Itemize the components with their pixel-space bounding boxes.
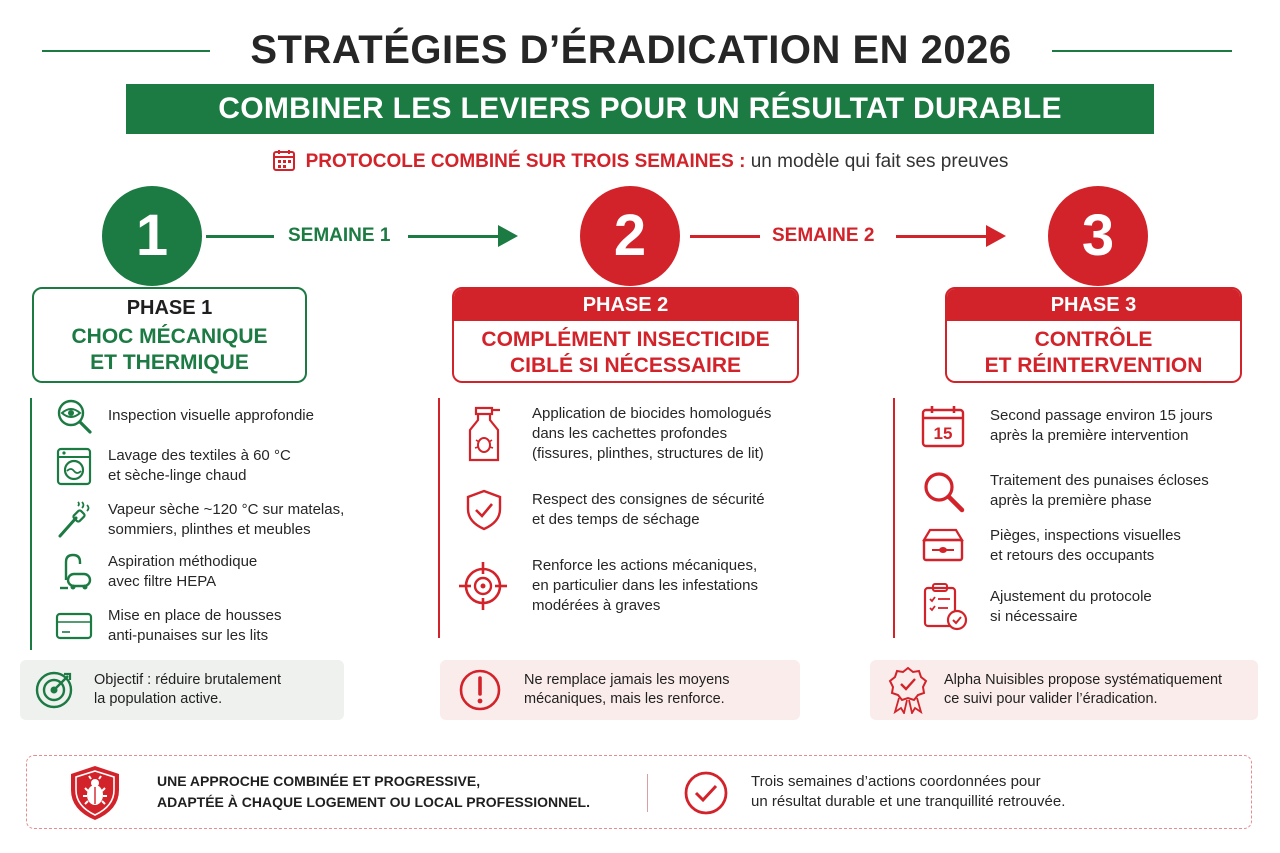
phase-2-item	[462, 488, 765, 532]
phase-2-rule	[438, 398, 440, 638]
phase-1-title-line1: CHOC MÉCANIQUE	[71, 325, 268, 348]
phase-1-item	[54, 606, 281, 646]
item-text: après la première intervention	[990, 427, 1189, 444]
item-text: Vapeur sèche ~120 °C sur matelas,	[108, 501, 345, 518]
week-2-label: SEMAINE 2	[772, 225, 875, 246]
footer-divider	[647, 774, 648, 812]
phase-2-item	[458, 556, 758, 616]
phase-3-item	[922, 582, 1152, 632]
item-text: Lavage des textiles à 60 °C	[108, 447, 291, 464]
calendar-15-icon	[920, 404, 966, 448]
page-title: STRATÉGIES D’ÉRADICATION EN 2026	[250, 28, 1012, 72]
footer-left-text: ADAPTÉE À CHAQUE LOGEMENT OU LOCAL PROFESSIONNEL.	[157, 794, 590, 810]
item-text: Ajustement du protocole	[990, 588, 1152, 605]
phase-1-item	[54, 446, 291, 486]
calendar-icon	[272, 148, 296, 172]
connector-2b	[896, 235, 988, 238]
crosshair-icon	[458, 561, 508, 611]
shield-check-icon	[462, 488, 506, 532]
footer-left-text: UNE APPROCHE COMBINÉE ET PROGRESSIVE,	[157, 773, 481, 789]
title-divider-left	[42, 50, 210, 52]
title-row	[0, 28, 1280, 80]
item-text: et des temps de séchage	[532, 511, 700, 528]
phase-1-item	[54, 552, 257, 592]
protocol-strong: PROTOCOLE COMBINÉ SUR TROIS SEMAINES :	[305, 151, 746, 172]
item-text: Second passage environ 15 jours	[990, 407, 1213, 424]
item-text: dans les cachettes profondes	[532, 425, 728, 442]
item-text: Traitement des punaises écloses	[990, 472, 1209, 489]
item-text: et sèche-linge chaud	[108, 467, 247, 484]
title-divider-right	[1052, 50, 1232, 52]
note-text: ce suivi pour valider l’éradication.	[944, 691, 1158, 707]
phase-1-box	[32, 287, 307, 383]
item-text: (fissures, plinthes, structures de lit)	[532, 445, 764, 462]
note-text: Objectif : réduire brutalement	[94, 672, 281, 688]
connector-1b	[408, 235, 500, 238]
phase-3-item	[920, 404, 1213, 448]
note-text: Alpha Nuisibles propose systématiquement	[944, 672, 1223, 688]
item-text: Pièges, inspections visuelles	[990, 527, 1181, 544]
phase-2-box	[452, 287, 799, 383]
phase-1-rule	[30, 398, 32, 650]
item-text: modérées à graves	[532, 597, 661, 614]
phase-3-title-line2: ET RÉINTERVENTION	[984, 354, 1203, 377]
phase-2-item	[462, 404, 771, 464]
phase-1-label: PHASE 1	[126, 297, 213, 319]
item-text: sommiers, plinthes et meubles	[108, 521, 311, 538]
bug-shield-icon	[67, 764, 123, 822]
checklist-icon	[922, 582, 970, 632]
footer-right-text: un résultat durable et une tranquillité retrouvée.	[751, 793, 1066, 810]
item-text: en particulier dans les infestations	[532, 577, 758, 594]
spray-bottle-icon	[462, 404, 506, 464]
note-text: Ne remplace jamais les moyens	[524, 672, 730, 688]
item-text: Respect des consignes de sécurité	[532, 491, 765, 508]
item-text: et retours des occupants	[990, 547, 1155, 564]
step-2-circle: 2	[580, 186, 680, 286]
phase-2-title-line1: COMPLÉMENT INSECTICIDE	[481, 328, 770, 351]
item-text: après la première phase	[990, 492, 1152, 509]
item-text: Application de biocides homologués	[532, 405, 772, 422]
washing-machine-icon	[54, 446, 94, 486]
phase-3-rule	[893, 398, 895, 638]
vacuum-cleaner-icon	[54, 552, 94, 592]
phase-3-box	[945, 287, 1242, 383]
phase-1-item	[54, 500, 344, 540]
phase-2-label: PHASE 2	[454, 289, 797, 321]
arrow-right-icon	[986, 225, 1006, 247]
item-text: Aspiration méthodique	[108, 553, 258, 570]
footer-panel	[26, 755, 1252, 829]
phase-3-label: PHASE 3	[947, 289, 1240, 321]
step-3-circle: 3	[1048, 186, 1148, 286]
protocol-line	[0, 148, 1280, 173]
note-text: la population active.	[94, 691, 223, 707]
phase-1-title-line2: ET THERMIQUE	[90, 351, 249, 374]
phase-1-note	[20, 660, 344, 720]
phase-1-item	[54, 396, 314, 436]
connector-1a	[206, 235, 274, 238]
footer-right-text: Trois semaines d’actions coordonnées pour	[751, 773, 1041, 790]
item-text: Renforce les actions mécaniques,	[532, 557, 758, 574]
phase-3-item	[920, 468, 1209, 514]
protocol-rest: un modèle qui fait ses preuves	[745, 151, 1009, 172]
note-text: mécaniques, mais les renforce.	[524, 691, 725, 707]
magnifier-icon	[920, 468, 966, 514]
item-text: anti-punaises sur les lits	[108, 627, 269, 644]
eye-magnifier-icon	[54, 396, 94, 436]
award-icon	[888, 666, 928, 714]
steam-cleaner-icon	[54, 500, 94, 540]
exclamation-icon	[458, 668, 502, 712]
mattress-cover-icon	[54, 606, 94, 646]
phase-3-title-line1: CONTRÔLE	[1034, 328, 1153, 351]
connector-2a	[690, 235, 760, 238]
phase-3-note	[870, 660, 1258, 720]
item-text: Inspection visuelle approfondie	[108, 407, 314, 424]
phase-2-title-line2: CIBLÉ SI NÉCESSAIRE	[509, 354, 742, 377]
phase-2-note	[440, 660, 800, 720]
item-text: Mise en place de housses	[108, 607, 282, 624]
subtitle-banner: COMBINER LES LEVIERS POUR UN RÉSULTAT DURABLE	[126, 84, 1154, 134]
calendar-day-number: 15	[933, 424, 953, 443]
item-text: si nécessaire	[990, 608, 1078, 625]
check-circle-icon	[683, 770, 729, 816]
step-1-circle: 1	[102, 186, 202, 286]
phase-3-item	[920, 526, 1181, 566]
week-1-label: SEMAINE 1	[288, 225, 391, 246]
arrow-right-icon	[498, 225, 518, 247]
trap-icon	[920, 526, 966, 566]
target-icon	[34, 670, 74, 710]
item-text: avec filtre HEPA	[108, 573, 217, 590]
